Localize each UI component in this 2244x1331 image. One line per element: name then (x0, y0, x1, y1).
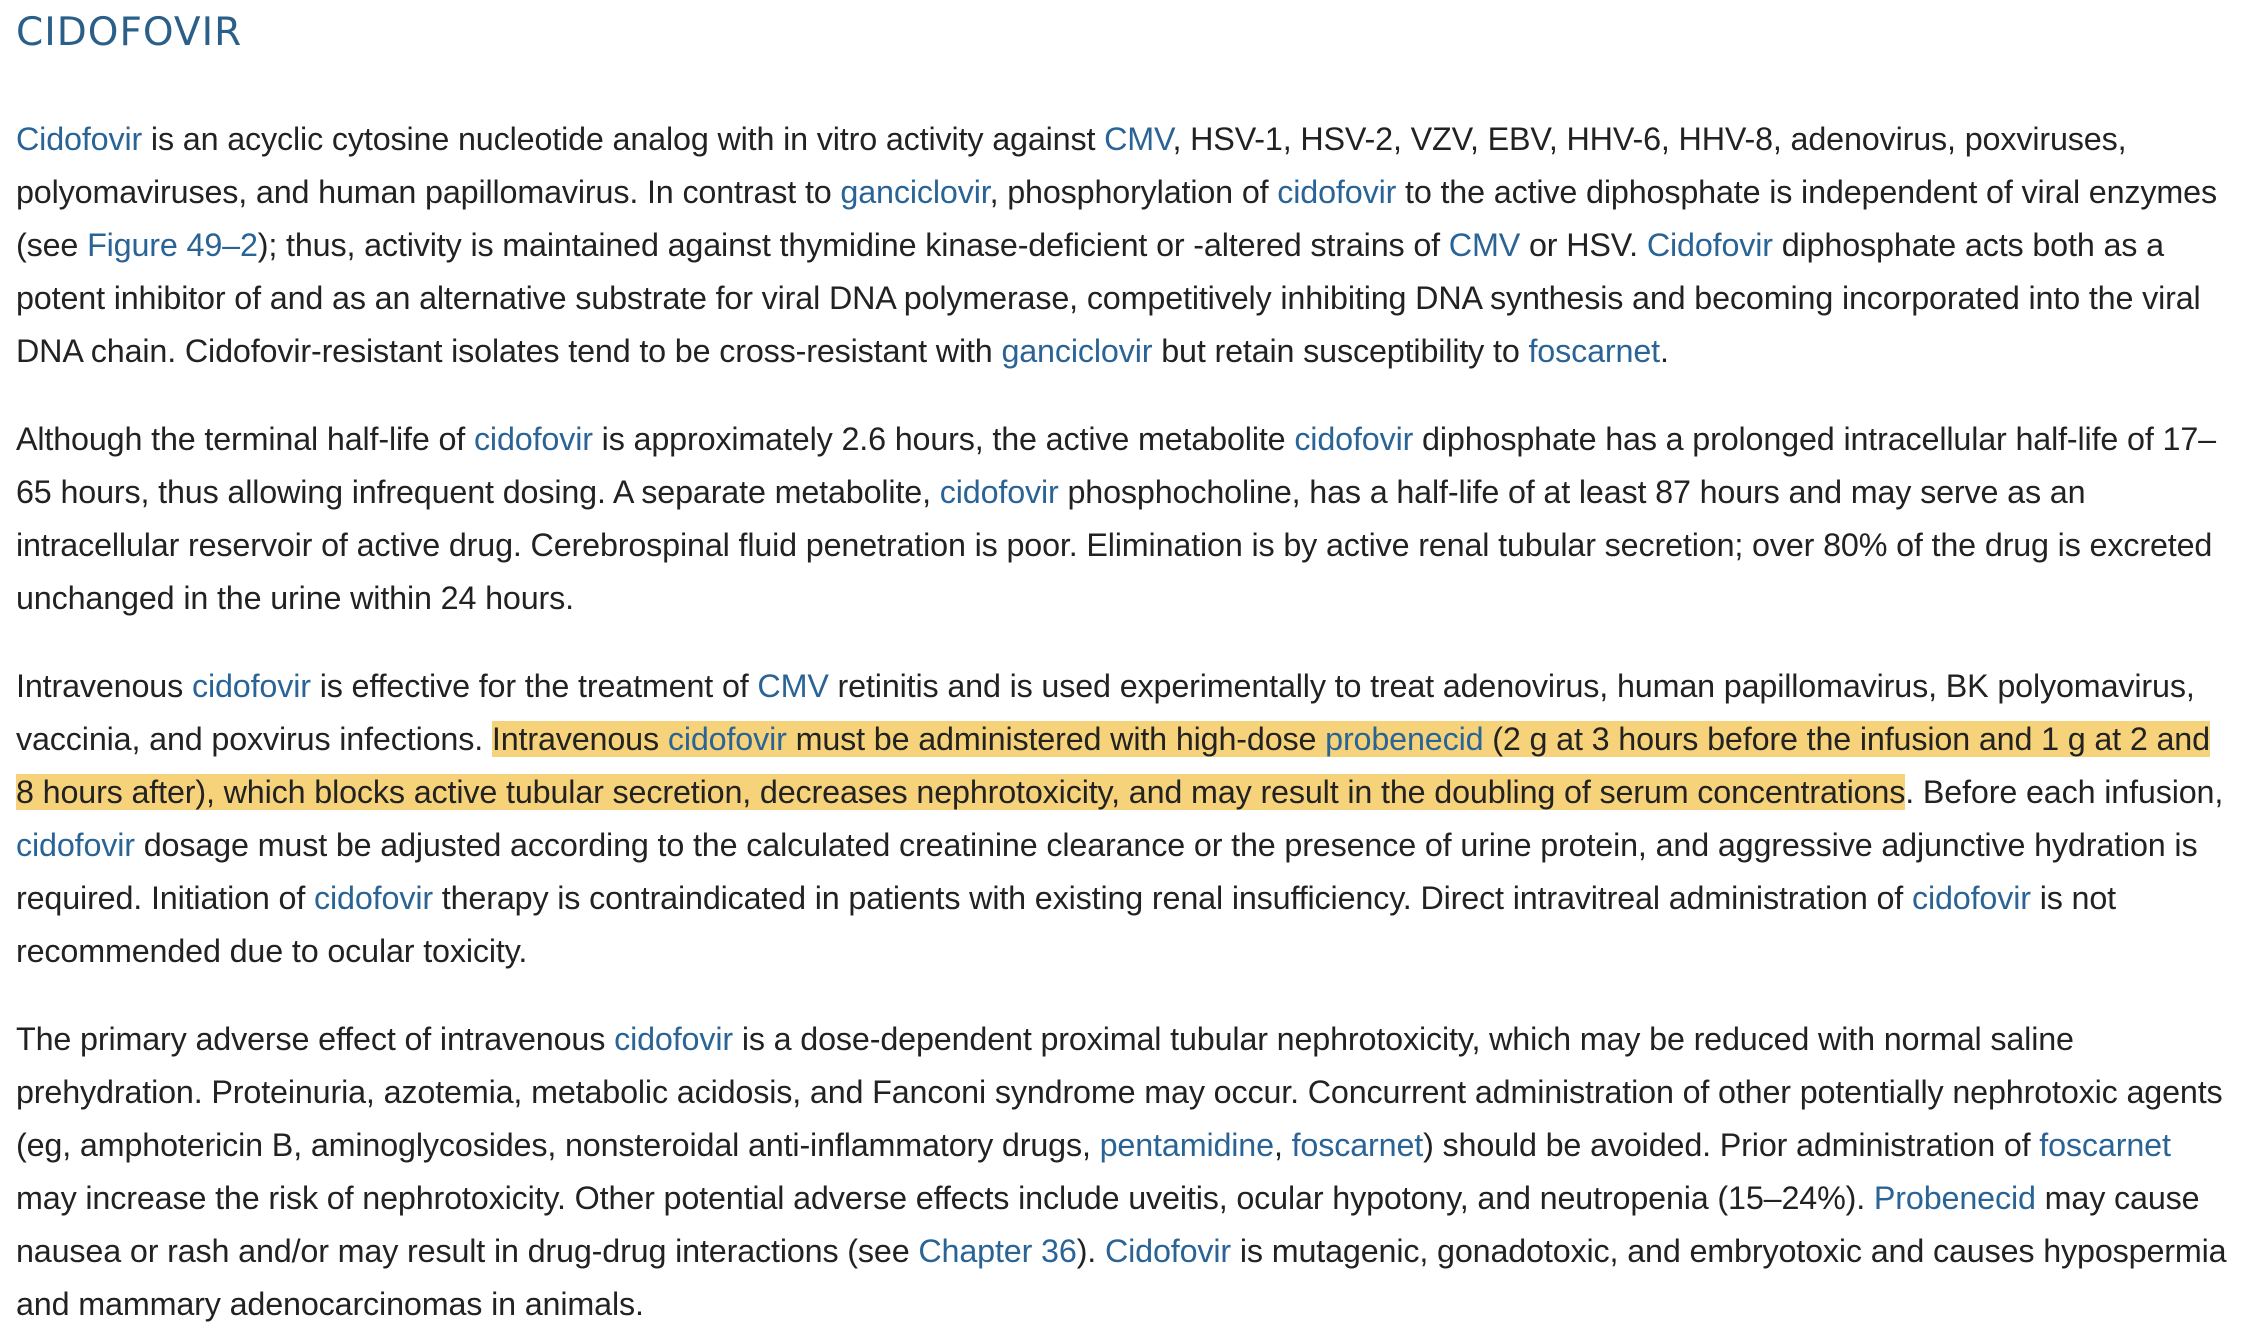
link-cidofovir[interactable]: cidofovir (1294, 421, 1414, 457)
text: Intravenous (491, 721, 668, 757)
text: must be administered with high-dose (786, 721, 1326, 757)
text: ). (1076, 1233, 1105, 1269)
link-cidofovir[interactable]: cidofovir (191, 668, 311, 704)
link-cmv[interactable]: CMV (757, 668, 829, 704)
link-cidofovir[interactable]: cidofovir (314, 880, 433, 916)
text: . (1659, 333, 1669, 369)
text: (2 g at 3 hours before the infusion and 1 g at 2 and 8 hours after), which blocks active tubular secretion, decreases nephrotoxicity, and may result in the doubling of serum concentrations (16, 721, 2210, 810)
link-cidofovir[interactable]: cidofovir (16, 827, 135, 863)
link-probenecid[interactable]: Probenecid (1873, 1180, 2036, 1216)
text: phosphocholine, has a half-life of at least 87 hours and may serve as an intracellular reservoir of active drug. Cerebrospinal fluid penetration is poor. Elimination is by active renal tubular secretion; over 80% of the drug is excreted unchanged in the urine within 24 hours. (16, 474, 2213, 616)
page-title: CIDOFOVIR (16, 10, 243, 55)
text: to the active diphosphate is independent of viral enzymes (see (16, 174, 2217, 263)
text: . Before each infusion, (1905, 774, 2224, 810)
link-ganciclovir[interactable]: ganciclovir (840, 174, 990, 210)
text: therapy is contraindicated in patients with existing renal insufficiency. Direct intravitreal administration of (432, 880, 1912, 916)
link-cidofovir[interactable]: cidofovir (667, 721, 787, 757)
link-foscarnet[interactable]: foscarnet (1291, 1127, 1424, 1163)
text: diphosphate acts both as a potent inhibitor of and as an alternative substrate for viral DNA polymerase, competitively inhibiting DNA synthesis and becoming incorporated into the viral DNA chain. Cidofovir-resistant isolates tend to be cross-resistant with (16, 227, 2201, 369)
text: Although the terminal half-life of (16, 421, 474, 457)
paragraph-mechanism (16, 113, 2228, 378)
text: is approximately 2.6 hours, the active metabolite (592, 421, 1295, 457)
text: but retain susceptibility to (1152, 333, 1529, 369)
text: dosage must be adjusted according to the calculated creatinine clearance or the presence of urine protein, and aggressive adjunctive hydration is required. Initiation of (16, 827, 2198, 916)
paragraph-pharmacokinetics (16, 413, 2228, 625)
link-cidofovir[interactable]: cidofovir (1277, 174, 1397, 210)
link-cidofovir[interactable]: cidofovir (939, 474, 1059, 510)
link-cidofovir[interactable]: Cidofovir (1646, 227, 1773, 263)
text: is effective for the treatment of (310, 668, 758, 704)
text: , phosphorylation of (989, 174, 1278, 210)
text: retinitis and is used experimentally to treat adenovirus, human papillomavirus, BK polyomavirus, vaccinia, and poxvirus infections. (16, 668, 2195, 757)
link-cidofovir[interactable]: Cidofovir (16, 121, 143, 157)
link-figure-49-2[interactable]: Figure 49–2 (87, 227, 258, 263)
text: is an acyclic cytosine nucleotide analog with in vitro activity against (142, 121, 1105, 157)
text: diphosphate has a prolonged intracellular half-life of 17–65 hours, thus allowing infrequent dosing. A separate metabolite, (16, 421, 2216, 510)
text: or HSV. (1520, 227, 1647, 263)
link-cidofovir[interactable]: cidofovir (1911, 880, 2031, 916)
text: is not recommended due to ocular toxicity. (16, 880, 2116, 969)
link-cidofovir[interactable]: cidofovir (614, 1021, 733, 1057)
link-foscarnet[interactable]: foscarnet (2039, 1127, 2171, 1163)
paragraph-adverse-effects (16, 1013, 2228, 1331)
link-cmv[interactable]: CMV (1448, 227, 1521, 263)
paragraph-clinical-use (16, 660, 2228, 978)
link-probenecid[interactable]: probenecid (1325, 721, 1484, 757)
link-pentamidine[interactable]: pentamidine (1099, 1127, 1274, 1163)
link-cidofovir[interactable]: Cidofovir (1104, 1233, 1232, 1269)
text: ); thus, activity is maintained against thymidine kinase-deficient or -altered strains of (257, 227, 1449, 263)
text: The primary adverse effect of intravenous (16, 1021, 615, 1057)
text: , HSV-1, HSV-2, VZV, EBV, HHV-6, HHV-8, adenovirus, poxviruses, polyomaviruses, and human papillomavirus. In contrast to (16, 121, 2127, 210)
text: may increase the risk of nephrotoxicity. Other potential adverse effects include uveitis, ocular hypotony, and neutropenia (15–24%). (16, 1180, 1874, 1216)
text: is a dose-dependent proximal tubular nephrotoxicity, which may be reduced with normal saline prehydration. Proteinuria, azotemia, metabolic acidosis, and Fanconi syndrome may occur. Concurrent administration of other potentially nephrotoxic agents (eg, amphotericin B, aminoglycosides, nonsteroidal anti-inflammatory drugs, (16, 1021, 2223, 1163)
text: , (1273, 1127, 1292, 1163)
text: is mutagenic, gonadotoxic, and embryotoxic and causes hypospermia and mammary adenocarcinomas in animals. (16, 1233, 2227, 1322)
link-cidofovir[interactable]: cidofovir (473, 421, 593, 457)
link-cmv[interactable]: CMV (1104, 121, 1173, 157)
link-chapter-36[interactable]: Chapter 36 (918, 1233, 1077, 1269)
link-ganciclovir[interactable]: ganciclovir (1001, 333, 1153, 369)
link-foscarnet[interactable]: foscarnet (1528, 333, 1660, 369)
text: may cause nausea or rash and/or may result in drug-drug interactions (see (16, 1180, 2200, 1269)
text: ) should be avoided. Prior administration of (1423, 1127, 2040, 1163)
text: Intravenous (16, 668, 192, 704)
